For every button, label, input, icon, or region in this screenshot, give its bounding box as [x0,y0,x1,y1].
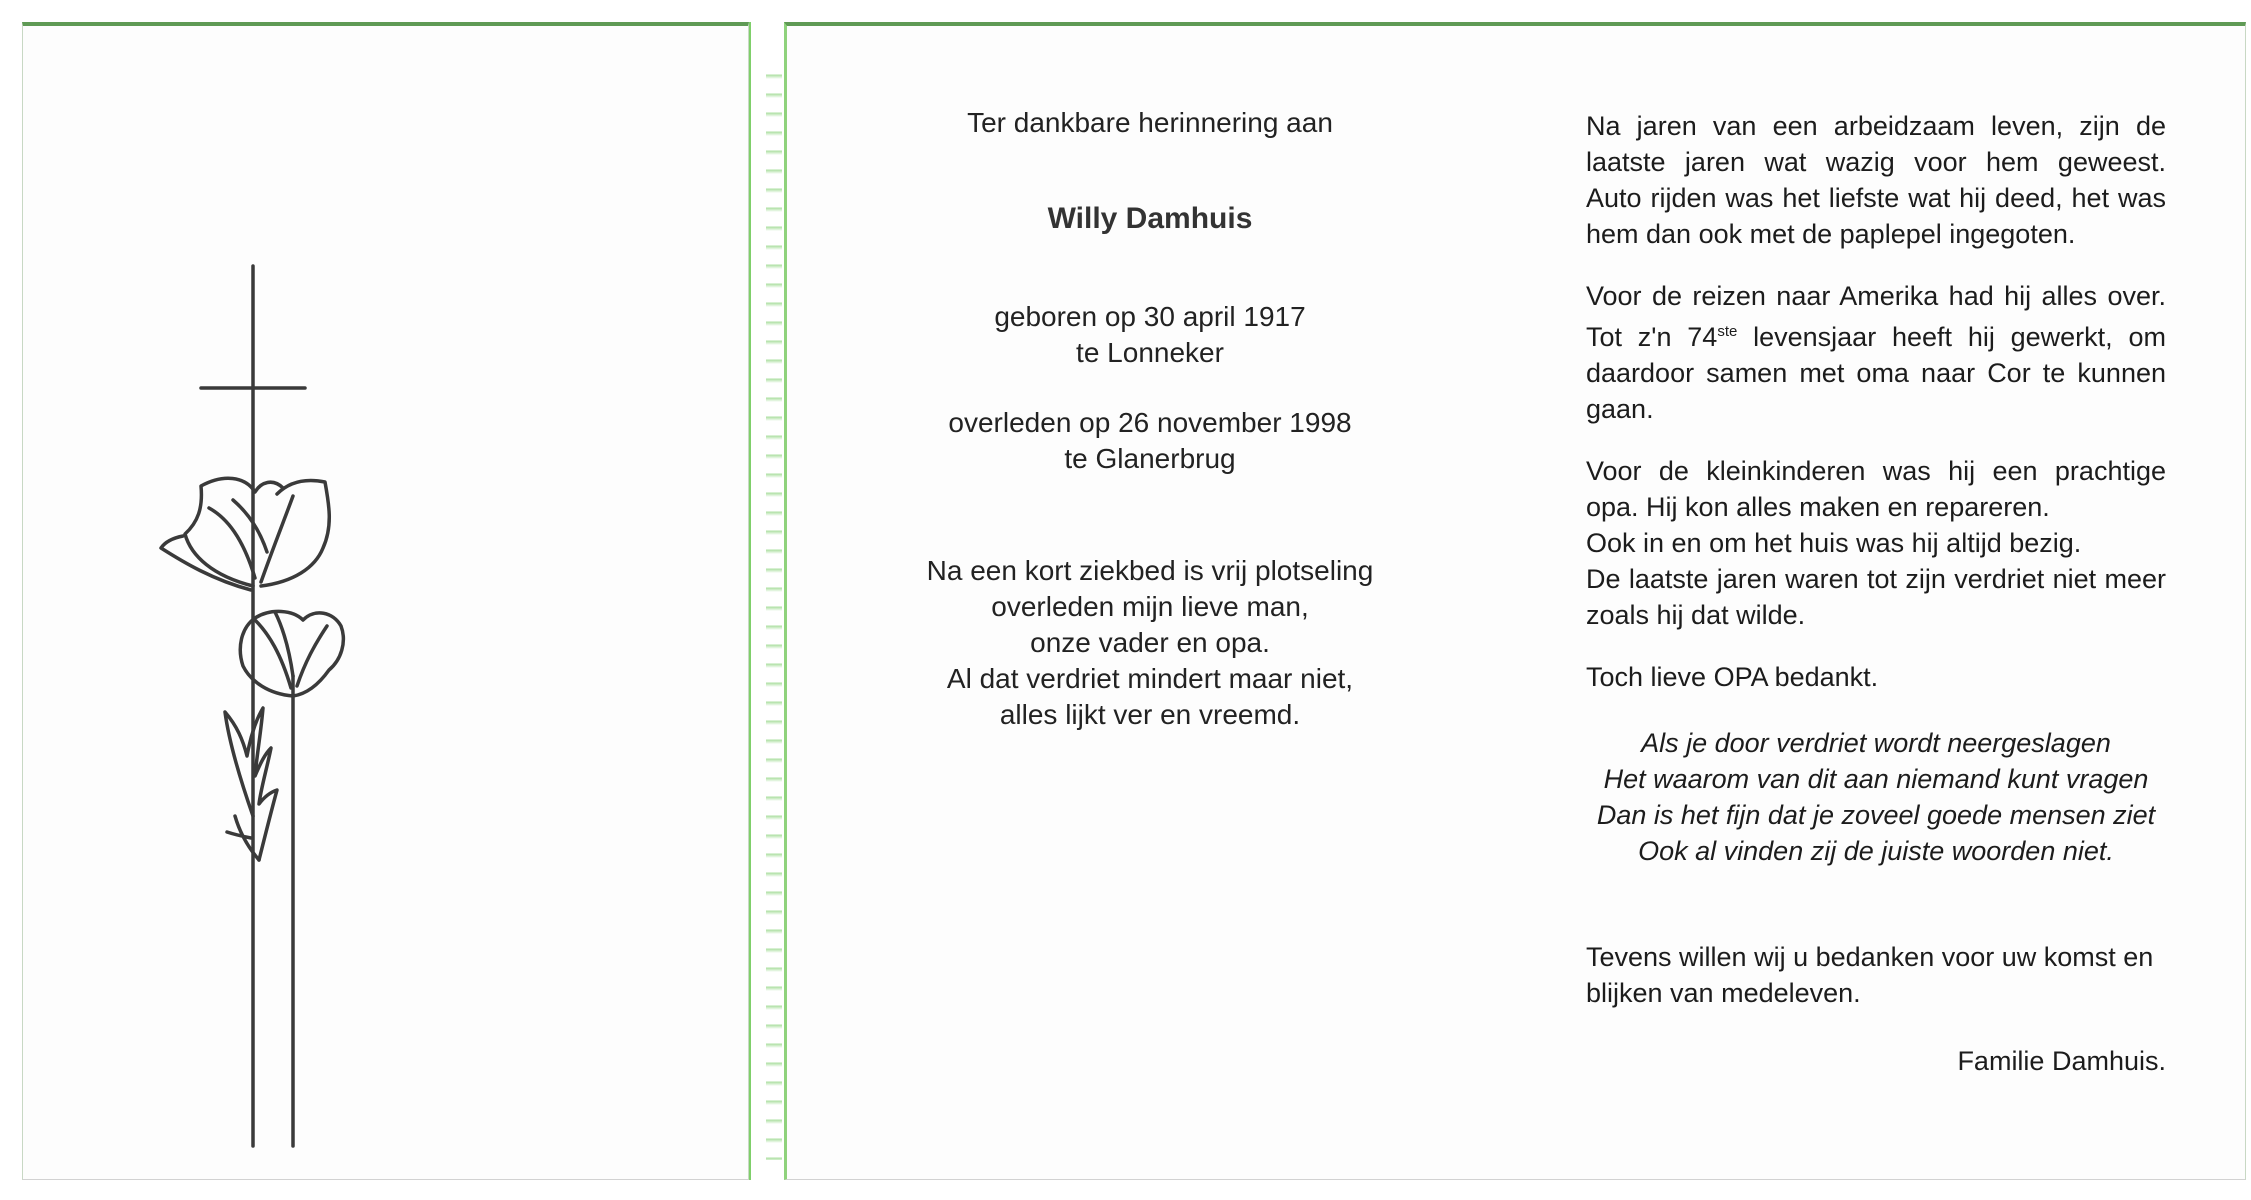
death-details [890,405,1410,477]
paragraph-line: opa. Hij kon alles maken en repareren. [1586,492,2050,522]
death-date: overleden op 26 november 1998 [948,407,1352,438]
poem-line: Ook al vinden zij de juiste woorden niet. [1638,836,2114,866]
paragraph-line: hem dan ook met de paplepel ingegoten. [1586,219,2076,249]
birth-date: geboren op 30 april 1917 [994,301,1306,332]
closing-thanks [1586,939,2166,1011]
paragraph-line: laatste jaren wat wazig voor hem geweest. [1586,147,2166,177]
message-line: alles lijkt ver en vreemd. [999,699,1301,730]
card-edge-shadow [766,60,782,1160]
poem-line: Dan is het fijn dat je zoveel goede mensen ziet [1596,800,2156,830]
family-signature: Familie Damhuis. [1957,1046,2166,1076]
life-paragraph [1586,108,2166,252]
memorial-right-column [1586,108,2166,1079]
paragraph-line: zoals hij dat wilde. [1586,600,1806,630]
birth-details [890,299,1410,371]
death-place: te Glanerbrug [1064,443,1236,474]
memorial-center-column [890,105,1410,733]
closing-line: blijken van medeleven. [1586,978,1861,1008]
upper-poppy-inner-lines [209,496,293,582]
paragraph-line: Auto rijden was het liefste wat hij deed, het was [1586,183,2166,213]
cross-with-poppies-illustration [143,256,403,1176]
paragraph-line: De laatste jaren waren tot zijn verdriet niet meer [1586,564,2166,594]
paragraph-line: daardoor samen met oma naar Cor te kunnen [1586,358,2166,388]
card-front-cover [22,22,749,1180]
upper-poppy-right-petal [261,481,329,587]
ordinal-rest: levensjaar heeft hij gewerkt, om [1737,322,2166,352]
poem-line: Als je door verdriet wordt neergeslagen [1641,728,2111,758]
lower-poppy-inner-lines [255,612,327,688]
paragraph-line: Ook in en om het huis was hij altijd bezig. [1586,528,2082,558]
paragraph-line: Voor de kleinkinderen was hij een prachtige [1586,456,2166,486]
paragraph-line: Voor de reizen naar Amerika had hij alles over. [1586,281,2166,311]
paragraph-line: gaan. [1586,394,1654,424]
grandchildren-paragraph [1586,453,2166,633]
ordinal-prefix: Tot z'n 74 [1586,322,1718,352]
message-line: overleden mijn lieve man, [991,591,1309,622]
intro-text: Ter dankbare herinnering aan [967,107,1333,138]
poem [1586,725,2166,869]
ordinal-suffix: ste [1717,323,1738,340]
message-line: Al dat verdriet mindert maar niet, [946,663,1354,694]
thanks-line: Toch lieve OPA bedankt. [1586,662,1879,692]
paragraph-line: Na jaren van een arbeidzaam leven, zijn de [1586,111,2166,141]
memorial-message [890,553,1410,733]
poem-line: Het waarom van dit aan niemand kunt vragen [1603,764,2149,794]
message-line: onze vader en opa. [1030,627,1270,658]
paragraph-line-with-ordinal [1586,314,2166,355]
deceased-name: Willy Damhuis [1047,202,1253,235]
message-line: Na een kort ziekbed is vrij plotseling [926,555,1374,586]
closing-line: Tevens willen wij u bedanken voor uw komst en [1586,942,2154,972]
travel-paragraph [1586,278,2166,427]
birth-place: te Lonneker [1076,337,1224,368]
